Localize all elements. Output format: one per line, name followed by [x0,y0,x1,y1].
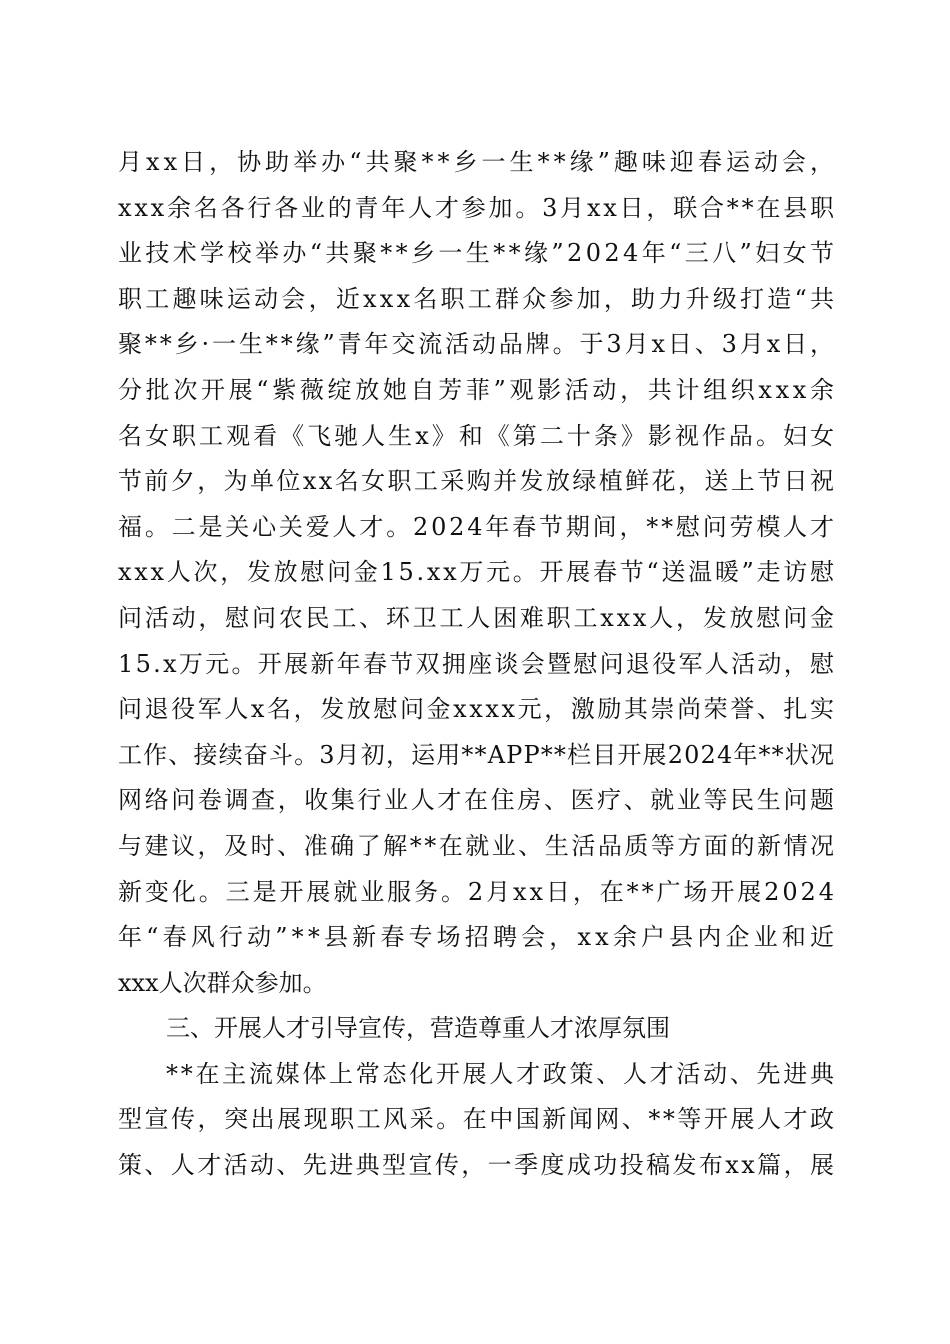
line-text: 与建议，及时、准确了解**在就业、生活品质等方面的新情况 [118,831,837,860]
text-line [118,824,837,870]
line-text: 15.x万元。开展新年春节双拥座谈会暨慰问退役军人活动，慰 [118,649,837,678]
line-text: 福。二是关心关爱人才。2024年春节期间，**慰问劳模人才 [118,512,837,541]
document-body [118,140,839,1189]
line-text: 分批次开展“紫薇绽放她自芳菲”观影活动，共计组织xxx余 [118,375,838,404]
text-line [118,961,834,1007]
text-line [118,550,837,596]
text-line [118,642,837,688]
line-text: 问活动，慰问农民工、环卫工人困难职工xxx人，发放慰问金 [118,603,837,632]
line-text: 型宣传，突出展现职工风采。在中国新闻网、**等开展人才政 [118,1105,837,1134]
text-line [118,231,838,277]
text-line [118,596,837,642]
text-line [118,870,837,916]
line-text: 网络问卷调查，收集行业人才在住房、医疗、就业等民生问题 [118,786,837,815]
line-text: 年“春风行动”**县新春专场招聘会，xx余户县内企业和近 [118,923,839,952]
line-text: 新变化。三是开展就业服务。2月xx日，在**广场开展2024 [118,877,837,906]
line-text: xxx余名各行各业的青年人才参加。3月xx日，联合**在县职 [118,193,837,222]
text-line [118,687,837,733]
section-heading [118,1006,834,1052]
text-line [118,1143,837,1189]
line-text: xxx人次群众参加。 [118,968,327,997]
text-line [118,733,834,779]
text-line [118,140,839,186]
line-text: **在主流媒体上常态化开展人才政策、人才活动、先进典 [166,1059,837,1088]
line-text: xxx人次，发放慰问金15.xx万元。开展春节“送温暖”走访慰 [118,558,837,587]
line-text: 工作、接续奋斗。3月初，运用**APP**栏目开展2024年**状况 [118,740,836,769]
text-line [118,414,838,460]
text-line [118,322,837,368]
line-text: 策、人才活动、先进典型宣传，一季度成功投稿发布xx篇，展 [118,1151,837,1180]
section-heading-text: 三、开展人才引导宣传，营造尊重人才浓厚氛围 [166,1014,670,1043]
line-text: 职工趣味运动会，近xxx名职工群众参加，助力升级打造“共 [118,284,838,313]
line-text: 名女职工观看《飞驰人生x》和《第二十条》影视作品。妇女 [118,421,838,450]
line-text: 月xx日，协助举办“共聚**乡一生**缘”趣味迎春运动会， [118,148,839,176]
line-text: 业技术学校举办“共聚**乡一生**缘”2024年“三八”妇女节 [118,239,838,268]
text-line [118,186,837,232]
text-line [118,1052,837,1098]
text-line [118,915,839,961]
text-line [118,1097,837,1143]
line-text: 问退役军人x名，发放慰问金xxxx元，激励其崇尚荣誉、扎实 [118,695,837,724]
text-line [118,277,838,323]
line-text: 聚**乡·一生**缘”青年交流活动品牌。于3月x日、3月x日， [118,330,837,359]
text-line [118,505,837,551]
text-line [118,459,837,505]
text-line [118,368,838,414]
text-line [118,778,837,824]
line-text: 节前夕，为单位xx名女职工采购并发放绿植鲜花，送上节日祝 [118,467,837,496]
